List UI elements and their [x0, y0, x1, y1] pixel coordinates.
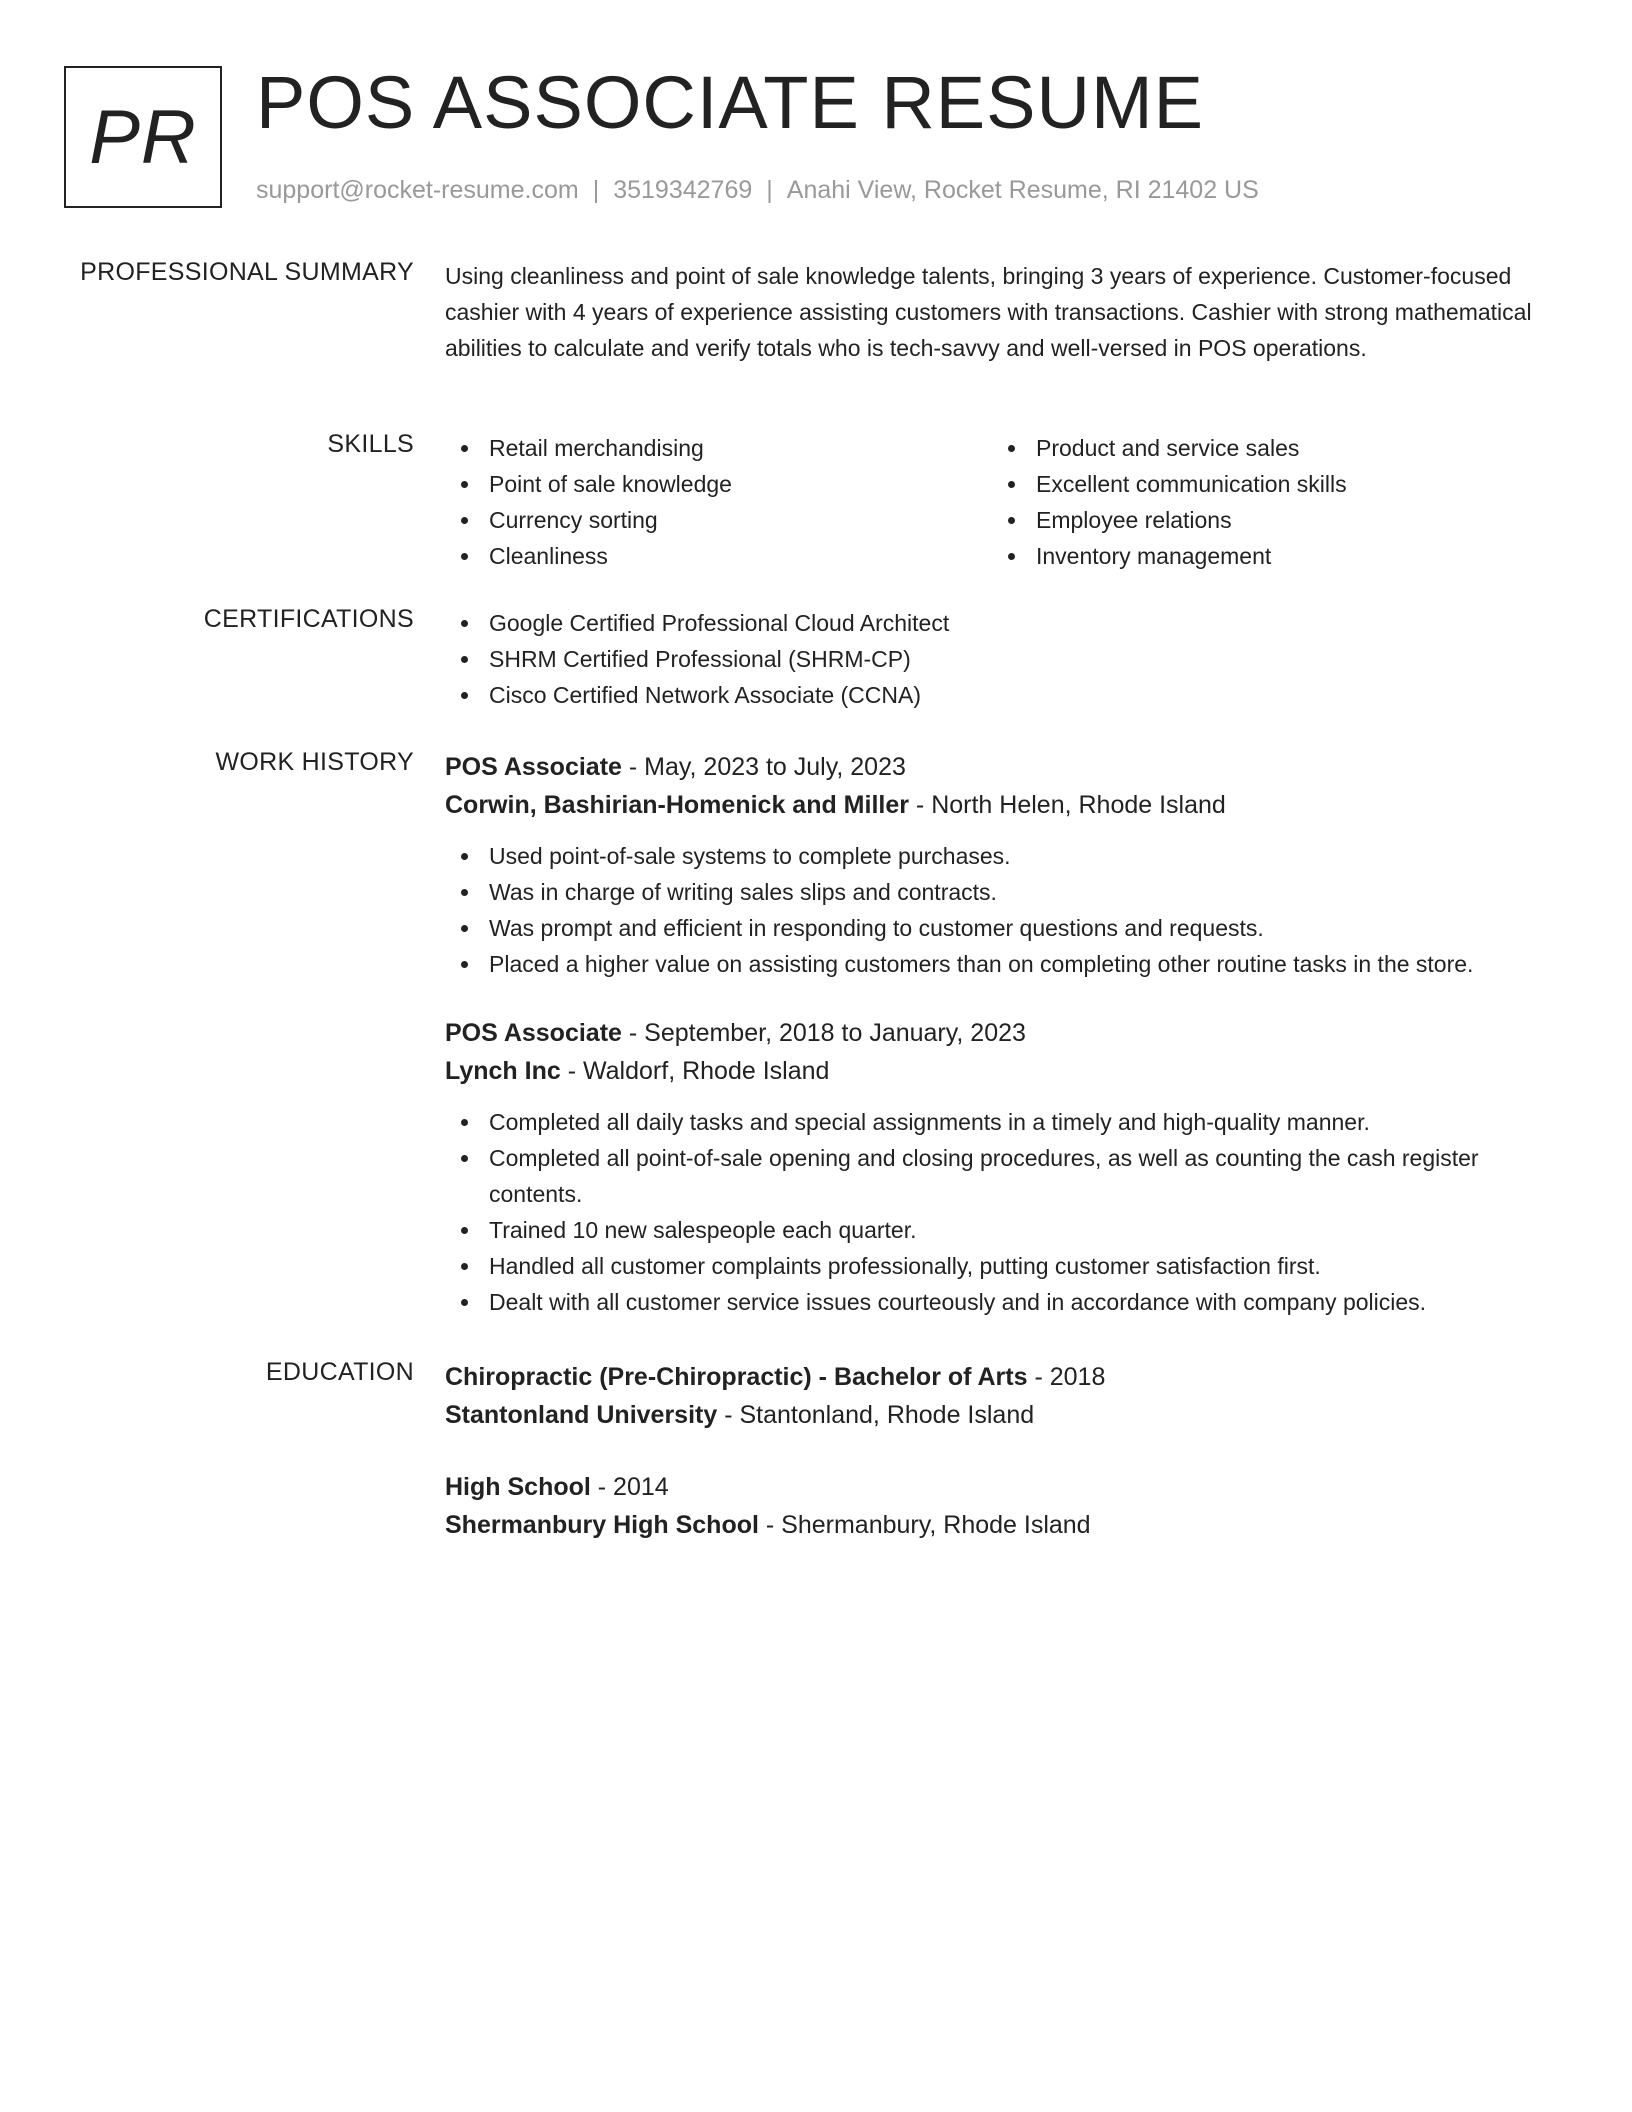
- summary-text: Using cleanliness and point of sale knowledge talents, bringing 3 years of experience. Customer-focused cashier with 4 years of experience assisting customers with transactions. Cashier with strong mathematical abilities to calculate and verify totals who is tech-savvy and well-versed in POS operations.: [445, 263, 1532, 361]
- resume-title: POS ASSOCIATE RESUME: [256, 61, 1204, 144]
- certification-item: Cisco Certified Network Associate (CCNA): [445, 677, 1560, 713]
- work-history-heading: WORK HISTORY: [215, 748, 414, 776]
- skill-item: Excellent communication skills: [992, 466, 1539, 502]
- summary-body: [445, 258, 1560, 366]
- skill-item: Employee relations: [992, 502, 1539, 538]
- certifications-heading: CERTIFICATIONS: [203, 605, 414, 633]
- job-dates: - May, 2023 to July, 2023: [621, 753, 906, 781]
- education-location: - Stantonland, Rhode Island: [717, 1401, 1035, 1429]
- job-title-line: [445, 1014, 1560, 1052]
- skills-list-right: [992, 430, 1539, 574]
- education-heading: EDUCATION: [265, 1358, 414, 1386]
- education-entry: [445, 1358, 1560, 1434]
- job-entry: [445, 1014, 1560, 1320]
- certification-item: SHRM Certified Professional (SHRM-CP): [445, 641, 1560, 677]
- skill-item: Retail merchandising: [445, 430, 992, 466]
- job-duty: Trained 10 new salespeople each quarter.: [445, 1212, 1560, 1248]
- education-degree: Chiropractic (Pre-Chiropractic) - Bachelor of Arts: [445, 1363, 1028, 1391]
- contact-address: Anahi View, Rocket Resume, RI 21402 US: [786, 176, 1259, 204]
- education-degree-line: [445, 1468, 1560, 1506]
- job-company-line: [445, 786, 1560, 824]
- job-title: POS Associate: [445, 1019, 622, 1047]
- job-title: POS Associate: [445, 753, 622, 781]
- monogram-box: [64, 66, 222, 208]
- contact-separator: |: [766, 176, 773, 204]
- job-title-line: [445, 748, 1560, 786]
- job-duty: Used point-of-sale systems to complete purchases.: [445, 838, 1560, 874]
- education-school-line: [445, 1396, 1560, 1434]
- education-degree-line: [445, 1358, 1560, 1396]
- job-duties-list: [445, 838, 1560, 982]
- certification-item: Google Certified Professional Cloud Architect: [445, 605, 1560, 641]
- summary-heading: PROFESSIONAL SUMMARY: [80, 258, 414, 286]
- job-location: - North Helen, Rhode Island: [908, 791, 1226, 819]
- skill-item: Product and service sales: [992, 430, 1539, 466]
- job-location: - Waldorf, Rhode Island: [560, 1057, 830, 1085]
- skill-item: Point of sale knowledge: [445, 466, 992, 502]
- education-school: Stantonland University: [445, 1401, 718, 1429]
- education-degree: High School: [445, 1473, 591, 1501]
- job-duty: Was in charge of writing sales slips and contracts.: [445, 874, 1560, 910]
- skills-grid: [445, 430, 1560, 574]
- contact-email: support@rocket-resume.com: [256, 176, 579, 204]
- contact-phone: 3519342769: [613, 176, 753, 204]
- job-duty: Handled all customer complaints professionally, putting customer satisfaction first.: [445, 1248, 1560, 1284]
- certifications-body: [445, 605, 1560, 713]
- education-body: [445, 1358, 1560, 1544]
- job-duty: Placed a higher value on assisting customers than on completing other routine tasks in the store.: [445, 946, 1560, 982]
- contact-separator: |: [592, 176, 600, 204]
- work-history-body: [445, 748, 1560, 1320]
- job-company: Corwin, Bashirian-Homenick and Miller: [445, 791, 909, 819]
- job-duty: Was prompt and efficient in responding to customer questions and requests.: [445, 910, 1560, 946]
- job-duty: Completed all daily tasks and special assignments in a timely and high-quality manner.: [445, 1104, 1560, 1140]
- monogram-initials: PR: [89, 94, 197, 180]
- education-location: - Shermanbury, Rhode Island: [758, 1511, 1091, 1539]
- job-entry: [445, 748, 1560, 982]
- education-year: - 2018: [1027, 1363, 1106, 1391]
- education-year: - 2014: [590, 1473, 669, 1501]
- skill-item: Currency sorting: [445, 502, 992, 538]
- skills-heading: SKILLS: [327, 430, 414, 458]
- job-duty: Dealt with all customer service issues courteously and in accordance with company policies.: [445, 1284, 1560, 1320]
- job-company: Lynch Inc: [445, 1057, 561, 1085]
- job-duties-list: [445, 1104, 1560, 1320]
- education-school: Shermanbury High School: [445, 1511, 759, 1539]
- skill-item: Inventory management: [992, 538, 1539, 574]
- contact-line: [256, 176, 1259, 205]
- skills-list-left: [445, 430, 992, 574]
- education-entry: [445, 1468, 1560, 1544]
- skill-item: Cleanliness: [445, 538, 992, 574]
- job-company-line: [445, 1052, 1560, 1090]
- education-school-line: [445, 1506, 1560, 1544]
- job-duty: Completed all point-of-sale opening and closing procedures, as well as counting the cash register contents.: [445, 1140, 1560, 1212]
- certifications-list: [445, 605, 1560, 713]
- job-dates: - September, 2018 to January, 2023: [621, 1019, 1026, 1047]
